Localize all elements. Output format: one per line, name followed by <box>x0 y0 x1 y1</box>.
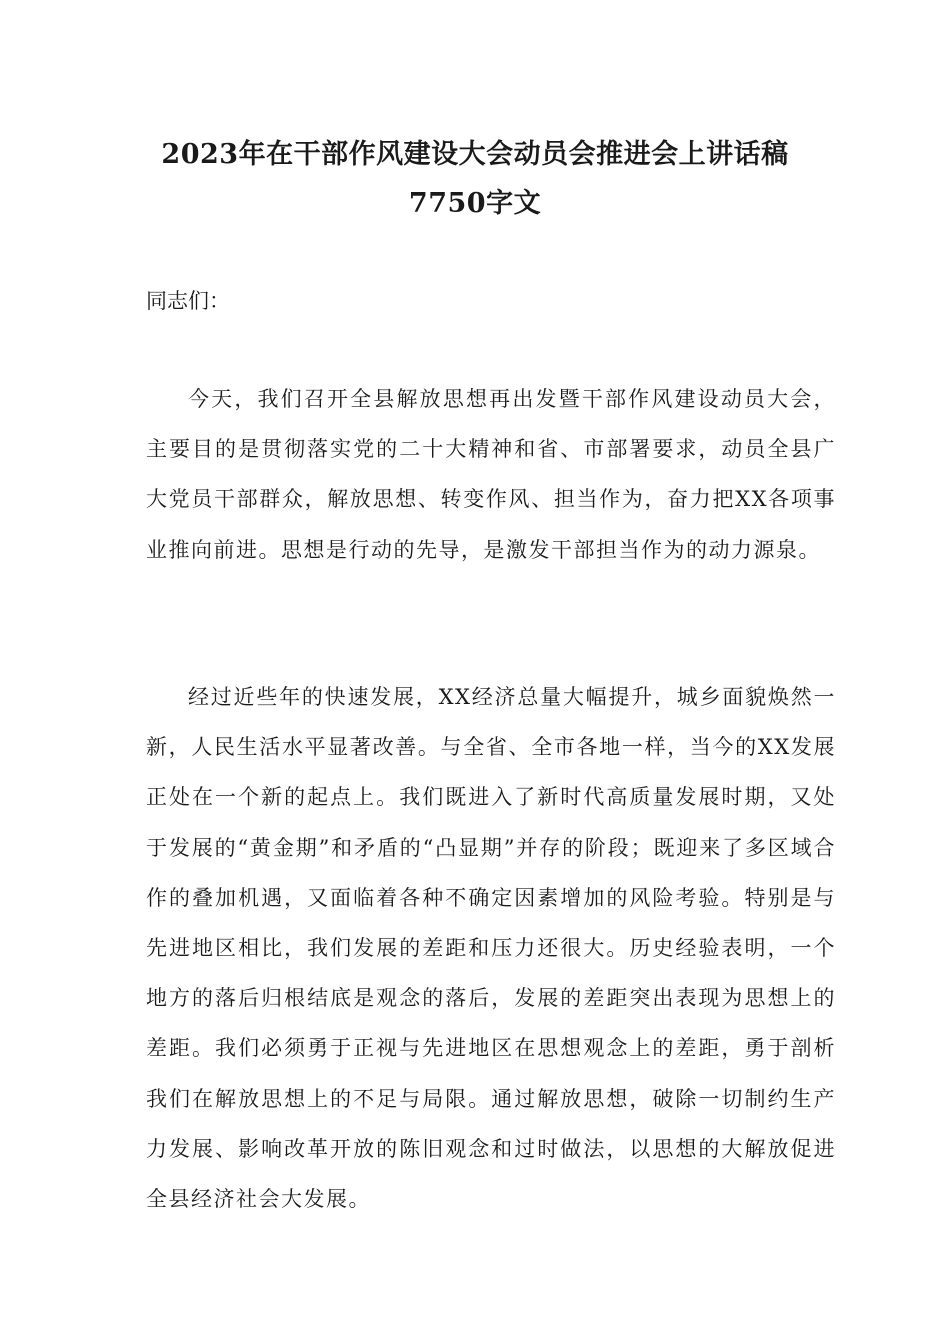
salutation: 同志们： <box>146 289 230 313</box>
document-title-line-1: 2023年在干部作风建设大会动员会推进会上讲话稿 <box>161 139 789 170</box>
paragraph-2: 经过近些年的快速发展，XX经济总量大幅提升，城乡面貌焕然一新，人民生活水平显著改善。与全省、全市各地一样，当今的XX发展正处在一个新的起点上。我们既进入了新时代高质量发展时期，又处于发展的“黄金期”和矛盾的“凸显期”并存的阶段；既迎来了多区域合作的叠加机遇，又面临着各种不确定因素增加的风险考验。特别是与先进地区相比，我们发展的差距和压力还很大。历史经验表明，一个地方的落后归根结底是观念的落后，发展的差距突出表现为思想上的差距。我们必须勇于正视与先进地区在思想观念上的差距，勇于剖析我们在解放思想上的不足与局限。通过解放思想，破除一切制约生产力发展、影响改革开放的陈旧观念和过时做法，以思想的大解放促进全县经济社会大发展。 <box>146 685 836 1212</box>
document-title-line-2: 7750字文 <box>408 188 542 219</box>
paragraph-1: 今天，我们召开全县解放思想再出发暨干部作风建设动员大会，主要目的是贯彻落实党的二十大精神和省、市部署要求，动员全县广大党员干部群众，解放思想、转变作风、担当作为，奋力把XX各项事业推向前进。思想是行动的先导，是激发干部担当作为的动力源泉。 <box>146 387 836 562</box>
